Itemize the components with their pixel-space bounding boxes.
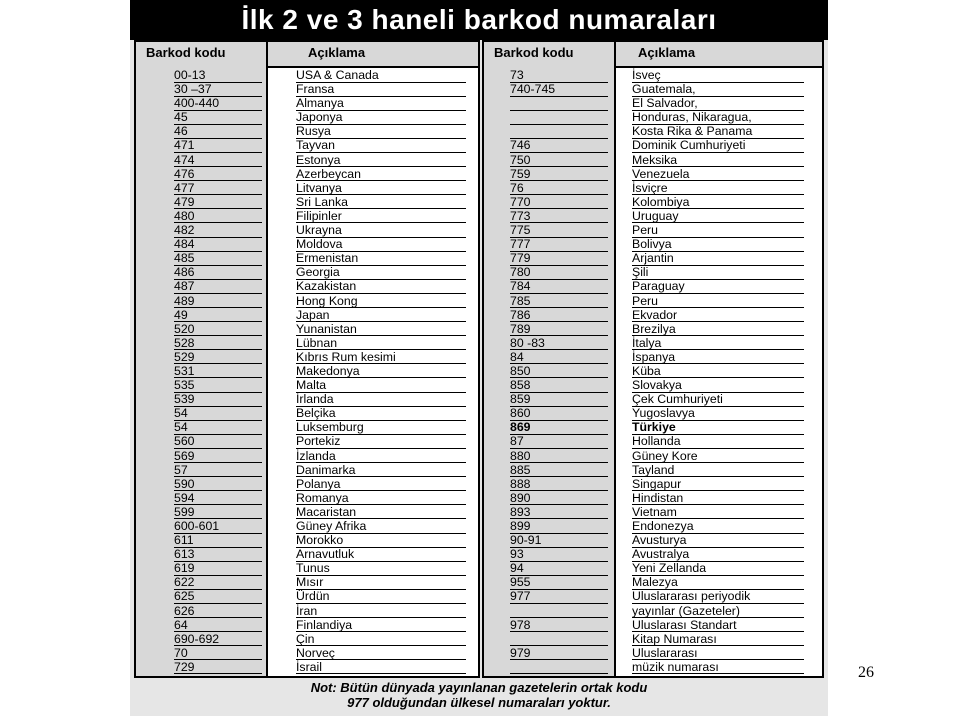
country-description: Endonezya — [632, 519, 804, 534]
barcode-code: 869 — [510, 420, 608, 435]
country-description: Macaristan — [296, 505, 466, 520]
table-row — [484, 265, 822, 279]
barcode-code: 479 — [174, 195, 262, 210]
table-row — [136, 364, 478, 378]
country-description: Yeni Zellanda — [632, 561, 804, 576]
barcode-code: 49 — [174, 308, 262, 323]
country-description: Polanya — [296, 477, 466, 492]
barcode-code: 531 — [174, 364, 262, 379]
table-row — [484, 505, 822, 519]
country-description: müzik numarası — [632, 660, 804, 675]
country-description: yayınlar (Gazeteler) — [632, 604, 804, 619]
table-row — [484, 420, 822, 434]
country-description: Guatemala, — [632, 82, 804, 97]
country-description: Hollanda — [632, 434, 804, 449]
barcode-code: 480 — [174, 209, 262, 224]
table-header-left — [136, 42, 478, 68]
table-row — [136, 604, 478, 618]
table-row — [136, 632, 478, 646]
table-row — [136, 294, 478, 308]
table-row — [136, 350, 478, 364]
country-description: İsrail — [296, 660, 466, 675]
barcode-code: 54 — [174, 406, 262, 421]
table-row — [484, 138, 822, 152]
country-description: Ekvador — [632, 308, 804, 323]
country-description: Kolombiya — [632, 195, 804, 210]
table-row — [136, 209, 478, 223]
country-description: Belçika — [296, 406, 466, 421]
barcode-code: 476 — [174, 167, 262, 182]
country-description: Kıbrıs Rum kesimi — [296, 350, 466, 365]
table-row — [136, 519, 478, 533]
barcode-code: 90-91 — [510, 533, 608, 548]
country-description: El Salvador, — [632, 96, 804, 111]
barcode-code: 64 — [174, 618, 262, 633]
country-description: Moldova — [296, 237, 466, 252]
barcode-code: 94 — [510, 561, 608, 576]
table-row — [484, 96, 822, 110]
table-row — [136, 308, 478, 322]
country-description: Uruguay — [632, 209, 804, 224]
country-description: Peru — [632, 294, 804, 309]
barcode-code: 789 — [510, 322, 608, 337]
table-row — [136, 181, 478, 195]
barcode-code — [510, 632, 608, 647]
country-description: Finlandiya — [296, 618, 466, 633]
country-description: Morokko — [296, 533, 466, 548]
country-description: Mısır — [296, 575, 466, 590]
country-description: İsveç — [632, 68, 804, 83]
table-row — [484, 209, 822, 223]
barcode-table-left — [134, 40, 480, 678]
table-row — [484, 463, 822, 477]
rows-left — [136, 68, 478, 674]
country-description: Hong Kong — [296, 294, 466, 309]
table-row — [484, 364, 822, 378]
barcode-code: 977 — [510, 589, 608, 604]
country-description: Çin — [296, 632, 466, 647]
page-title: İlk 2 ve 3 haneli barkod numaraları — [130, 0, 828, 40]
table-row — [136, 251, 478, 265]
barcode-code: 00-13 — [174, 68, 262, 83]
table-row — [136, 406, 478, 420]
header-divider — [614, 42, 616, 66]
barcode-code: 746 — [510, 138, 608, 153]
country-description: Malezya — [632, 575, 804, 590]
country-description: Yugoslavya — [632, 406, 804, 421]
table-row — [136, 195, 478, 209]
table-row — [136, 110, 478, 124]
table-row — [136, 618, 478, 632]
barcode-code — [510, 124, 608, 139]
barcode-code: 474 — [174, 153, 262, 168]
barcode-code: 775 — [510, 223, 608, 238]
country-description: Ermenistan — [296, 251, 466, 266]
country-description: Almanya — [296, 96, 466, 111]
table-row — [484, 68, 822, 82]
barcode-code: 777 — [510, 237, 608, 252]
barcode-code: 625 — [174, 589, 262, 604]
barcode-code: 858 — [510, 378, 608, 393]
country-description: Kitap Numarası — [632, 632, 804, 647]
country-description: Arnavutluk — [296, 547, 466, 562]
country-description: İspanya — [632, 350, 804, 365]
barcode-code: 779 — [510, 251, 608, 266]
barcode-code — [510, 660, 608, 675]
barcode-code: 477 — [174, 181, 262, 196]
country-description: Litvanya — [296, 181, 466, 196]
barcode-table-right — [482, 40, 824, 678]
table-row — [484, 279, 822, 293]
barcode-code: 590 — [174, 477, 262, 492]
barcode-code: 54 — [174, 420, 262, 435]
table-row — [136, 96, 478, 110]
country-description: Brezilya — [632, 322, 804, 337]
barcode-code: 569 — [174, 449, 262, 464]
country-description: Uluslarası Standart — [632, 618, 804, 633]
barcode-code: 535 — [174, 378, 262, 393]
footnote-line-2: 977 olduğundan ülkesel numaraları yoktur. — [347, 695, 611, 710]
footnote — [134, 680, 824, 714]
header-description: Açıklama — [308, 45, 366, 60]
country-description: Filipinler — [296, 209, 466, 224]
table-row — [484, 378, 822, 392]
barcode-code: 76 — [510, 181, 608, 196]
barcode-code: 84 — [510, 350, 608, 365]
table-row — [136, 463, 478, 477]
table-row — [484, 491, 822, 505]
table-row — [484, 604, 822, 618]
table-row — [484, 575, 822, 589]
country-description: Ürdün — [296, 589, 466, 604]
table-row — [484, 519, 822, 533]
table-row — [484, 336, 822, 350]
table-row — [484, 181, 822, 195]
table-row — [484, 449, 822, 463]
barcode-code: 850 — [510, 364, 608, 379]
header-description: Açıklama — [638, 45, 696, 60]
country-description: Türkiye — [632, 420, 804, 435]
barcode-code: 600-601 — [174, 519, 262, 534]
barcode-code: 539 — [174, 392, 262, 407]
barcode-code: 955 — [510, 575, 608, 590]
barcode-code: 560 — [174, 434, 262, 449]
country-description: Romanya — [296, 491, 466, 506]
country-description: İzlanda — [296, 449, 466, 464]
table-row — [136, 378, 478, 392]
table-row — [484, 632, 822, 646]
table-row — [484, 308, 822, 322]
country-description: Kazakistan — [296, 279, 466, 294]
barcode-code: 860 — [510, 406, 608, 421]
barcode-code: 619 — [174, 561, 262, 576]
table-row — [484, 237, 822, 251]
table-row — [136, 322, 478, 336]
country-description: Küba — [632, 364, 804, 379]
header-divider — [266, 42, 268, 66]
barcode-code: 487 — [174, 279, 262, 294]
table-row — [136, 449, 478, 463]
table-row — [136, 575, 478, 589]
barcode-code — [510, 110, 608, 125]
barcode-code: 784 — [510, 279, 608, 294]
table-row — [484, 547, 822, 561]
country-description: İsviçre — [632, 181, 804, 196]
barcode-code: 978 — [510, 618, 608, 633]
barcode-code: 740-745 — [510, 82, 608, 97]
country-description: Hindistan — [632, 491, 804, 506]
table-row — [136, 153, 478, 167]
table-row — [136, 533, 478, 547]
country-description: Japonya — [296, 110, 466, 125]
country-description: Çek Cumhuriyeti — [632, 392, 804, 407]
country-description: Vietnam — [632, 505, 804, 520]
barcode-code: 400-440 — [174, 96, 262, 111]
header-code: Barkod kodu — [494, 45, 574, 60]
table-row — [484, 646, 822, 660]
barcode-code: 750 — [510, 153, 608, 168]
table-row — [484, 618, 822, 632]
barcode-code: 599 — [174, 505, 262, 520]
country-description: Slovakya — [632, 378, 804, 393]
table-row — [136, 477, 478, 491]
barcode-code: 893 — [510, 505, 608, 520]
table-row — [136, 561, 478, 575]
country-description: Avusturya — [632, 533, 804, 548]
table-row — [484, 195, 822, 209]
barcode-code: 785 — [510, 294, 608, 309]
country-description: Lübnan — [296, 336, 466, 351]
table-row — [136, 237, 478, 251]
table-row — [136, 420, 478, 434]
barcode-code: 626 — [174, 604, 262, 619]
table-row — [136, 589, 478, 603]
barcode-code: 786 — [510, 308, 608, 323]
page-number: 26 — [858, 664, 874, 681]
table-row — [136, 547, 478, 561]
country-description: USA & Canada — [296, 68, 466, 83]
table-row — [484, 251, 822, 265]
barcode-code: 73 — [510, 68, 608, 83]
barcode-code: 87 — [510, 434, 608, 449]
barcode-code: 520 — [174, 322, 262, 337]
country-description: Fransa — [296, 82, 466, 97]
country-description: Peru — [632, 223, 804, 238]
country-description: Tunus — [296, 561, 466, 576]
country-description: Danimarka — [296, 463, 466, 478]
barcode-code: 759 — [510, 167, 608, 182]
table-row — [484, 392, 822, 406]
country-description: Norveç — [296, 646, 466, 661]
barcode-code: 613 — [174, 547, 262, 562]
table-row — [484, 406, 822, 420]
barcode-code: 489 — [174, 294, 262, 309]
barcode-code: 528 — [174, 336, 262, 351]
table-row — [484, 124, 822, 138]
country-description: Japan — [296, 308, 466, 323]
barcode-code — [510, 604, 608, 619]
barcode-code: 482 — [174, 223, 262, 238]
barcode-code: 57 — [174, 463, 262, 478]
table-row — [484, 561, 822, 575]
country-description: Avustralya — [632, 547, 804, 562]
country-description: Bolivya — [632, 237, 804, 252]
table-row — [136, 82, 478, 96]
barcode-code: 486 — [174, 265, 262, 280]
table-row — [484, 294, 822, 308]
barcode-code: 888 — [510, 477, 608, 492]
barcode-code: 594 — [174, 491, 262, 506]
country-description: Tayland — [632, 463, 804, 478]
barcode-code: 880 — [510, 449, 608, 464]
table-row — [484, 434, 822, 448]
country-description: Kosta Rika & Panama — [632, 124, 804, 139]
table-row — [484, 153, 822, 167]
table-row — [136, 167, 478, 181]
barcode-code: 45 — [174, 110, 262, 125]
header-code: Barkod kodu — [146, 45, 226, 60]
table-row — [484, 477, 822, 491]
barcode-table-sheet — [130, 0, 828, 716]
barcode-code: 611 — [174, 533, 262, 548]
country-description: Güney Kore — [632, 449, 804, 464]
country-description: Malta — [296, 378, 466, 393]
country-description: Sri Lanka — [296, 195, 466, 210]
footnote-line-1: Not: Bütün dünyada yayınlanan gazetelerin ortak kodu — [310, 680, 648, 695]
table-row — [484, 322, 822, 336]
table-row — [136, 434, 478, 448]
table-row — [136, 660, 478, 674]
country-description: İrlanda — [296, 392, 466, 407]
country-description: Ukrayna — [296, 223, 466, 238]
table-row — [484, 223, 822, 237]
barcode-code: 690-692 — [174, 632, 262, 647]
barcode-code: 899 — [510, 519, 608, 534]
barcode-code: 46 — [174, 124, 262, 139]
barcode-code: 484 — [174, 237, 262, 252]
table-row — [484, 82, 822, 96]
country-description: Arjantin — [632, 251, 804, 266]
table-row — [484, 533, 822, 547]
barcode-code: 529 — [174, 350, 262, 365]
barcode-code: 890 — [510, 491, 608, 506]
barcode-code: 729 — [174, 660, 262, 675]
country-description: Estonya — [296, 153, 466, 168]
barcode-code: 471 — [174, 138, 262, 153]
table-row — [136, 265, 478, 279]
country-description: İtalya — [632, 336, 804, 351]
table-header-right — [484, 42, 822, 68]
table-row — [136, 392, 478, 406]
country-description: Makedonya — [296, 364, 466, 379]
barcode-code: 70 — [174, 646, 262, 661]
country-description: Tayvan — [296, 138, 466, 153]
barcode-code: 30 –37 — [174, 82, 262, 97]
table-row — [136, 336, 478, 350]
table-row — [484, 110, 822, 124]
country-description: Uluslararası periyodik — [632, 589, 804, 604]
table-row — [484, 167, 822, 181]
table-row — [484, 350, 822, 364]
barcode-code — [510, 96, 608, 111]
barcode-code: 80 -83 — [510, 336, 608, 351]
table-row — [136, 279, 478, 293]
table-row — [136, 138, 478, 152]
table-row — [136, 124, 478, 138]
barcode-code: 885 — [510, 463, 608, 478]
country-description: Meksika — [632, 153, 804, 168]
barcode-code: 859 — [510, 392, 608, 407]
country-description: İran — [296, 604, 466, 619]
country-description: Honduras, Nikaragua, — [632, 110, 804, 125]
barcode-code: 780 — [510, 265, 608, 280]
country-description: Yunanistan — [296, 322, 466, 337]
country-description: Venezuela — [632, 167, 804, 182]
country-description: Portekiz — [296, 434, 466, 449]
barcode-code: 93 — [510, 547, 608, 562]
country-description: Rusya — [296, 124, 466, 139]
barcode-code: 979 — [510, 646, 608, 661]
table-row — [136, 68, 478, 82]
country-description: Şili — [632, 265, 804, 280]
table-row — [136, 491, 478, 505]
table-row — [136, 223, 478, 237]
rows-right — [484, 68, 822, 674]
table-row — [136, 646, 478, 660]
table-row — [136, 505, 478, 519]
table-row — [484, 589, 822, 603]
barcode-code: 773 — [510, 209, 608, 224]
country-description: Azerbeycan — [296, 167, 466, 182]
country-description: Dominik Cumhuriyeti — [632, 138, 804, 153]
country-description: Paraguay — [632, 279, 804, 294]
barcode-code: 770 — [510, 195, 608, 210]
country-description: Georgia — [296, 265, 466, 280]
barcode-code: 622 — [174, 575, 262, 590]
country-description: Luksemburg — [296, 420, 466, 435]
country-description: Güney Afrika — [296, 519, 466, 534]
table-row — [484, 660, 822, 674]
country-description: Singapur — [632, 477, 804, 492]
country-description: Uluslararası — [632, 646, 804, 661]
barcode-code: 485 — [174, 251, 262, 266]
